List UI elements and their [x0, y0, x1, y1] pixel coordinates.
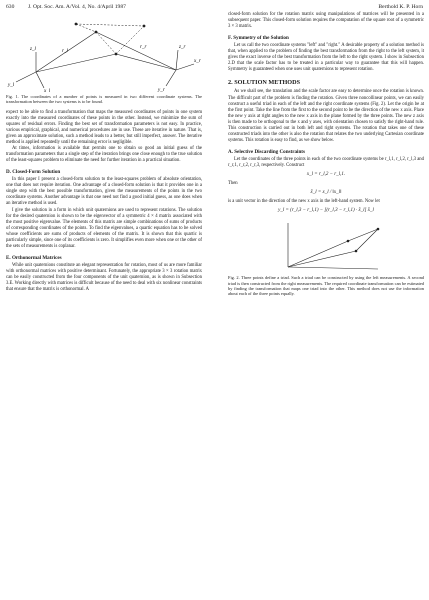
- equation-3: y_l = (r_l,3 − r_l,1) − [(r_l,3 − r_l,1) · x̂_l] x̂_l: [278, 208, 374, 214]
- paragraph: At times, information is available that permits one to obtain so good an initial guess of the transformation parameters that a single step of the iteration brings one close enough to the true solution of the least-squares problem to eliminate the need for further iteration in a practical situation.: [6, 146, 202, 164]
- paragraph: expect to be able to find a transformation that maps the measured coordinates of points in one system exactly into the measured coordinates of these points in the other. Instead, we minimize the sum of squares of residual errors. Finding the best set of transformation parameters is not easy. In practice, various empirical, graphical, and numerical procedures are in use. These are iterative in nature. That is, given an approximate solution, such a method leads to a better, but still imperfect, answer. The iterative method is applied repeatedly until the remaining error is negligible.: [6, 109, 202, 146]
- label-y-left: y_l: [8, 83, 15, 88]
- figure-1-caption: Fig. 1. The coordinates of a number of points is measured in two different coordinate systems. The transformation between the two systems is to be found.: [6, 94, 202, 105]
- paragraph: Then: [228, 181, 238, 187]
- equation-2: x̂_l = x_l / ‖x_l‖: [310, 190, 342, 196]
- paragraph: closed-form solution for the rotation matrix using manipulations of matrices will be presented in a subsequent paper. This closed-form solution requires the computation of the square root of a symmetric 3 × 3 matrix.: [228, 12, 424, 30]
- label-x-right: x_r: [194, 59, 201, 64]
- equation-1: x_l = r_l,2 − r_l,1.: [306, 172, 346, 178]
- section-heading-d: D. Closed-Form Solution: [6, 169, 61, 176]
- paragraph: Let us call the two coordinate systems "left" and "right." A desirable property of a solution method is that, when applied to the problem of finding the best transformation from the right to the left system, it gives the exact inverse of the best transformation from the left to the right system. I show in Subsection 2.D that the scale factor has to be treated in a particular way to guarantee that this will happen. Symmetry is guaranteed when one uses unit quaternions to represent rotation.: [228, 43, 424, 73]
- label-r-right: r_r: [140, 45, 147, 50]
- paragraph: In this paper I present a closed-form solution to the least-squares problem of absolute orientation, one that does not require iteration. One advantage of a closed-form solution is that it provides one in a single step with the best possible transformation, given the measurements of the points in the two coordinate systems. Another advantage is that one need not find a good initial guess, as one does when an iterative method is used.: [6, 177, 202, 207]
- section-heading-f: F. Symmetry of the Solution: [228, 35, 289, 42]
- left-column: [6, 12, 202, 293]
- journal-citation: J. Opt. Soc. Am. A/Vol. 4, No. 4/April 1987: [28, 4, 126, 10]
- figure-2-diagram: [228, 217, 424, 273]
- paragraph: I give the solution in a form in which unit quaternions are used to represent rotations. The solution for the desired quaternion is shown to be the eigenvector of a symmetric 4 × 4 matrix associated with the most positive eigenvalue. The elements of this matrix are simple combinations of sums of products of corresponding coordinates of the points. To find the eigenvalues, a quartic equation has to be solved whose coefficients are sums of products of elements of the matrix. It is shown that this quartic is particularly simple, since one of its coefficients is zero. It simplifies even more when one or the other of the sets of measurements is coplanar.: [6, 207, 202, 249]
- paragraph: As we shall see, the translation and the scale factor are easy to determine once the rotation is known. The difficult part of the problem is finding the rotation. Given three noncollinear points, we can easily construct a useful triad in each of the left and the right coordinate systems (Fig. 2). Let the origin be at the first point. Take the line from the first to the second point to be the direction of the new x axis. Place the new y axis at right angles to the new x axis in the plane formed by the three points. The new z axis is then made to be orthogonal to the x and y axes, with orientation chosen to satisfy the right-hand rule. This construction is carried out in both left and right systems. The rotation that takes one of these constructed triads into the other is also the rotation that relates the two underlying Cartesian coordinate systems. This rotation is easy to find, as we show below.: [228, 89, 424, 143]
- paragraph: While unit quaternions constitute an elegant representation for rotation, most of us are more familiar with orthonormal matrices with positive determinant. Fortunately, the appropriate 3 × 3 rotation matrix can be easily constructed from the four components of the unit quaternion, as is shown in Subsection 3.E. Working directly with matrices is difficult because of the need to deal with six nonlinear constraints that ensure that the matrix is orthonormal. A: [6, 262, 202, 293]
- section-heading-a: A. Selective Discarding Constraints: [228, 148, 305, 155]
- figure-1-diagram: [6, 12, 202, 92]
- paragraph: is a unit vector in the direction of the new x axis in the left-hand system. Now let: [228, 199, 380, 205]
- section-heading-2: 2. SOLUTION METHODS: [228, 79, 301, 87]
- page-number: 630: [6, 4, 15, 10]
- label-x-left: x_l: [44, 89, 51, 92]
- paragraph: Let the coordinates of the three points in each of the two coordinate systems be r_l,1, r_l,2, r_l,3 and r_r,1, r_r,2, r_r,3, respectively. Construct: [228, 156, 424, 168]
- label-y-right: y_r: [158, 88, 165, 92]
- figure-2-caption: Fig. 2. Three points define a triad. Such a triad can be constructed by using the left measurements. A second triad is then constructed from the right measurements. The required coordinate transformation can be estimated by finding the transformation that maps one triad into the other. This method does not use the information about each of the three points equally.: [228, 275, 424, 297]
- author-name: Berthold K. P. Horn: [378, 4, 423, 10]
- label-r-left: r_l: [62, 49, 68, 54]
- label-z-right: z_r: [179, 45, 186, 50]
- section-heading-e: E. Orthonormal Matrices: [6, 254, 62, 261]
- right-column: [228, 12, 424, 302]
- label-z-left: z_l: [30, 47, 36, 52]
